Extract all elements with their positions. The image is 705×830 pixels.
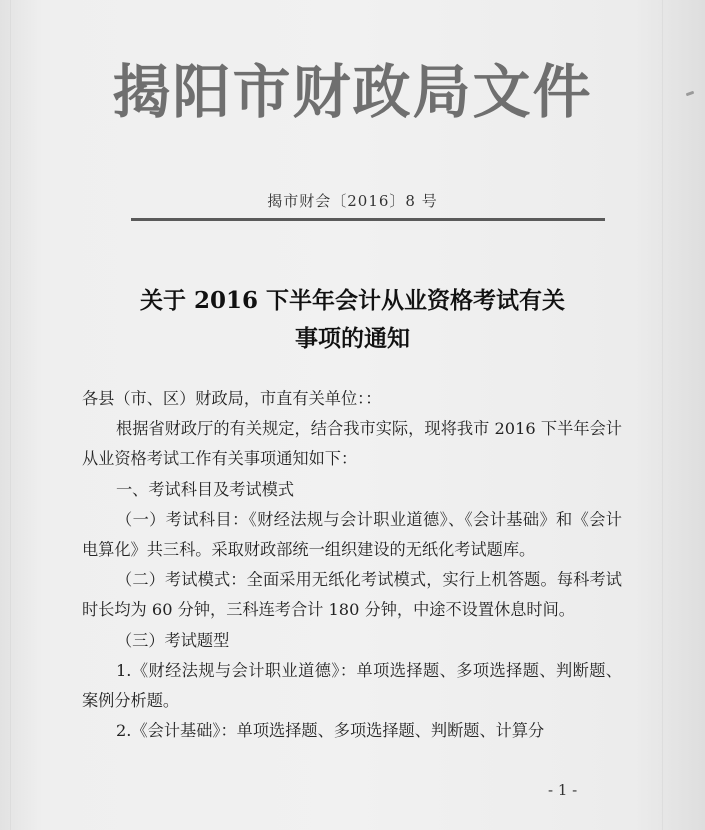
notice-title [0,282,705,358]
notice-title-line-1: 关于 2016 下半年会计从业资格考试有关 [139,287,566,314]
body-paragraph: 2.《会计基础》：单项选择题、多项选择题、判断题、计算分 [116,721,545,741]
document-number: 揭市财会〔2016〕8 号 [267,192,438,210]
salutation: 各县（市、区）财政局，市直有关单位：： [82,389,382,408]
body-paragraph: 1.《财经法规与会计职业道德》：单项选择题、多项选择题、判断题、案例分析题。 [82,660,622,711]
subsection-heading: （三）考试题型 [116,630,230,650]
body-paragraph: （一）考试科目：《财经法规与会计职业道德》、《会计基础》和《会计电算化》共三科。采取财政部统一组织建设的无纸化考试题库。 [82,509,622,560]
header-divider [131,218,605,221]
notice-body [82,384,622,746]
body-paragraph: 根据省财政厅的有关规定，结合我市实际，现将我市 2016 下半年会计从业资格考试工作有关事项通知如下： [82,419,622,469]
body-paragraph: （二）考试模式：全面采用无纸化考试模式，实行上机答题。每科考试时长均为 60 分钟，三科连考合计 180 分钟，中途不设置休息时间。 [82,570,622,620]
page-number: - 1 - [548,781,578,799]
agency-masthead: 揭阳市财政局文件 [112,58,593,126]
section-heading: 一、考试科目及考试模式 [116,479,295,499]
notice-title-line-2: 事项的通知 [295,325,410,352]
